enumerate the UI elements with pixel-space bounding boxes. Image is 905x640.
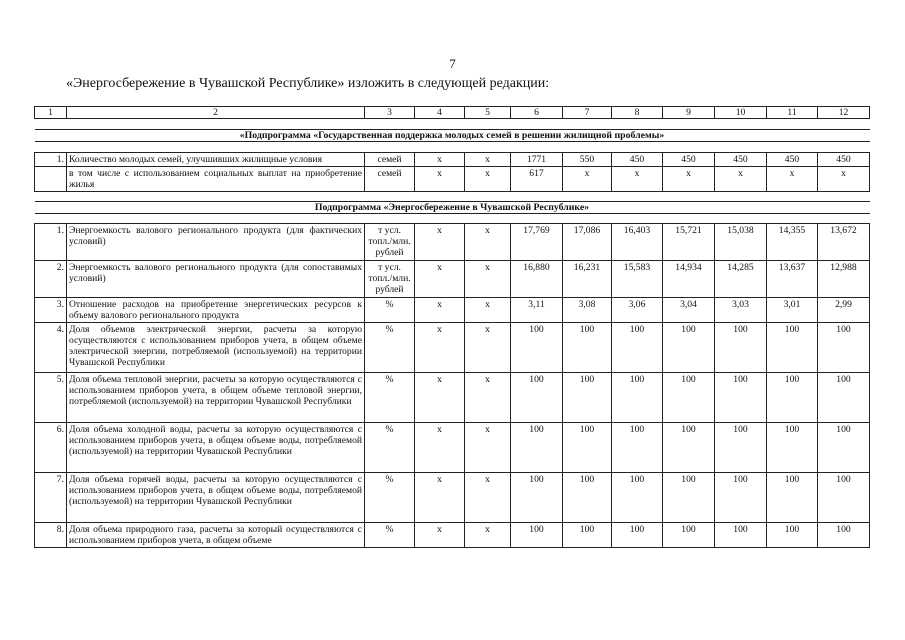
column-header: 7: [563, 107, 612, 119]
value-cell: 15,721: [663, 224, 715, 261]
value-cell: 100: [612, 473, 663, 523]
value-cell: 15,583: [612, 261, 663, 298]
column-header: 4: [415, 107, 465, 119]
row-number: 2.: [35, 261, 67, 298]
value-cell: 100: [715, 373, 767, 423]
value-cell: х: [415, 224, 465, 261]
unit-cell: %: [365, 523, 415, 548]
indicator-name: Доля объемов электрической энергии, расчеты за которую осуществляются с использованием приборов учета, в общем объеме электрической энергии, потребляемой (используемой) на территории Чувашской Республики: [67, 323, 365, 373]
unit-cell: т усл. топл./млн. рублей: [365, 261, 415, 298]
indicator-name: Доля объема холодной воды, расчеты за которую осуществляются с использованием приборов учета, в общем объеме воды, потребляемой (используемой) на территории Чувашской Республики: [67, 423, 365, 473]
table-row: [35, 224, 870, 261]
value-cell: 100: [767, 323, 818, 373]
value-cell: 100: [715, 523, 767, 548]
intro-text: «Энергосбережение в Чувашской Республике» изложить в следующей редакции:: [66, 76, 550, 91]
value-cell: х: [415, 423, 465, 473]
value-cell: 450: [715, 153, 767, 167]
value-cell: 13,637: [767, 261, 818, 298]
column-header: 8: [612, 107, 663, 119]
unit-cell: т усл. топл./млн. рублей: [365, 224, 415, 261]
value-cell: 100: [511, 373, 563, 423]
value-cell: 100: [818, 423, 870, 473]
unit-cell: %: [365, 298, 415, 323]
value-cell: 2,99: [818, 298, 870, 323]
row-number: [35, 167, 67, 192]
value-cell: 100: [767, 373, 818, 423]
indicator-name: Отношение расходов на приобретение энергетических ресурсов к объему валового регионального продукта: [67, 298, 365, 323]
value-cell: х: [415, 473, 465, 523]
value-cell: 100: [612, 323, 663, 373]
value-cell: 100: [818, 523, 870, 548]
value-cell: 100: [612, 373, 663, 423]
value-cell: 16,231: [563, 261, 612, 298]
value-cell: х: [465, 473, 511, 523]
value-cell: х: [415, 323, 465, 373]
value-cell: 450: [767, 153, 818, 167]
value-cell: 16,403: [612, 224, 663, 261]
value-cell: х: [465, 523, 511, 548]
value-cell: 14,934: [663, 261, 715, 298]
value-cell: 1771: [511, 153, 563, 167]
value-cell: 100: [767, 523, 818, 548]
value-cell: 617: [511, 167, 563, 192]
value-cell: х: [612, 167, 663, 192]
value-cell: 100: [663, 373, 715, 423]
unit-cell: семей: [365, 167, 415, 192]
value-cell: 450: [663, 153, 715, 167]
unit-cell: %: [365, 423, 415, 473]
value-cell: 100: [511, 423, 563, 473]
value-cell: 100: [612, 423, 663, 473]
value-cell: 3,08: [563, 298, 612, 323]
table-row: [35, 261, 870, 298]
table-row: [35, 167, 870, 192]
row-number: 6.: [35, 423, 67, 473]
value-cell: х: [465, 373, 511, 423]
value-cell: х: [767, 167, 818, 192]
row-number: 5.: [35, 373, 67, 423]
value-cell: 3,06: [612, 298, 663, 323]
unit-cell: %: [365, 323, 415, 373]
value-cell: 13,672: [818, 224, 870, 261]
row-number: 4.: [35, 323, 67, 373]
value-cell: х: [465, 153, 511, 167]
value-cell: 3,11: [511, 298, 563, 323]
value-cell: 100: [511, 523, 563, 548]
value-cell: 100: [818, 473, 870, 523]
value-cell: 17,086: [563, 224, 612, 261]
value-cell: 100: [767, 473, 818, 523]
table-row: [35, 323, 870, 373]
table-row: [35, 523, 870, 548]
value-cell: 15,038: [715, 224, 767, 261]
section-title: «Подпрограмма «Государственная поддержка молодых семей в решении жилищной проблемы»: [35, 130, 870, 142]
value-cell: х: [415, 167, 465, 192]
column-header: 10: [715, 107, 767, 119]
value-cell: х: [415, 523, 465, 548]
table-row: [35, 423, 870, 473]
value-cell: 100: [818, 323, 870, 373]
row-number: 7.: [35, 473, 67, 523]
column-header: 3: [365, 107, 415, 119]
row-number: 3.: [35, 298, 67, 323]
value-cell: 100: [767, 423, 818, 473]
value-cell: х: [465, 298, 511, 323]
unit-cell: семей: [365, 153, 415, 167]
column-header: 6: [511, 107, 563, 119]
value-cell: х: [465, 167, 511, 192]
row-number: 8.: [35, 523, 67, 548]
value-cell: х: [465, 224, 511, 261]
indicator-name: Энергоемкость валового регионального продукта (для фактических условий): [67, 224, 365, 261]
value-cell: 14,285: [715, 261, 767, 298]
value-cell: х: [415, 373, 465, 423]
value-cell: 450: [818, 153, 870, 167]
value-cell: х: [563, 167, 612, 192]
value-cell: 100: [612, 523, 663, 548]
value-cell: 100: [563, 373, 612, 423]
column-header: 12: [818, 107, 870, 119]
value-cell: 16,880: [511, 261, 563, 298]
row-number: 1.: [35, 153, 67, 167]
indicator-name: в том числе с использованием социальных выплат на приобретение жилья: [67, 167, 365, 192]
indicator-name: Энергоемкость валового регионального продукта (для сопоставимых условий): [67, 261, 365, 298]
value-cell: 3,01: [767, 298, 818, 323]
column-header: 5: [465, 107, 511, 119]
value-cell: 100: [563, 423, 612, 473]
column-number-header: [35, 107, 870, 119]
table-row: [35, 473, 870, 523]
value-cell: х: [818, 167, 870, 192]
value-cell: 100: [818, 373, 870, 423]
value-cell: х: [415, 298, 465, 323]
value-cell: 100: [715, 323, 767, 373]
value-cell: 100: [663, 523, 715, 548]
table-row: [35, 298, 870, 323]
value-cell: 100: [563, 473, 612, 523]
value-cell: х: [465, 323, 511, 373]
column-header: 1: [35, 107, 67, 119]
value-cell: 450: [612, 153, 663, 167]
section-title: Подпрограмма «Энергосбережение в Чувашской Республике»: [35, 202, 870, 214]
page-number: 7: [449, 56, 456, 71]
value-cell: х: [663, 167, 715, 192]
value-cell: 3,03: [715, 298, 767, 323]
value-cell: 100: [563, 523, 612, 548]
value-cell: 100: [663, 423, 715, 473]
indicator-name: Доля объема природного газа, расчеты за который осуществляются с использованием приборов учета, в общем объеме: [67, 523, 365, 548]
value-cell: х: [465, 261, 511, 298]
value-cell: 100: [511, 323, 563, 373]
unit-cell: %: [365, 473, 415, 523]
value-cell: 3,04: [663, 298, 715, 323]
value-cell: х: [415, 153, 465, 167]
indicator-name: Доля объема тепловой энергии, расчеты за которую осуществляются с использованием приборов учета, в общем объеме тепловой энергии, потребляемой (используемой) на территории Чувашской Республики: [67, 373, 365, 423]
value-cell: 100: [715, 423, 767, 473]
value-cell: х: [465, 423, 511, 473]
column-header: 2: [67, 107, 365, 119]
column-header: 9: [663, 107, 715, 119]
value-cell: 100: [715, 473, 767, 523]
value-cell: 14,355: [767, 224, 818, 261]
unit-cell: %: [365, 373, 415, 423]
indicator-name: Доля объема горячей воды, расчеты за которую осуществляются с использованием приборов учета, в общем объеме воды, потребляемой (используемой) на территории Чувашской Республики: [67, 473, 365, 523]
column-header: 11: [767, 107, 818, 119]
row-number: 1.: [35, 224, 67, 261]
value-cell: х: [715, 167, 767, 192]
table-row: [35, 373, 870, 423]
section-title-row: [35, 202, 870, 214]
indicator-name: Количество молодых семей, улучшивших жилищные условия: [67, 153, 365, 167]
value-cell: 17,769: [511, 224, 563, 261]
value-cell: 100: [663, 323, 715, 373]
table-row: [35, 153, 870, 167]
value-cell: 100: [663, 473, 715, 523]
value-cell: 100: [563, 323, 612, 373]
value-cell: 100: [511, 473, 563, 523]
indicators-table: [34, 106, 870, 548]
value-cell: 550: [563, 153, 612, 167]
value-cell: 12,988: [818, 261, 870, 298]
value-cell: х: [415, 261, 465, 298]
section-title-row: [35, 130, 870, 142]
